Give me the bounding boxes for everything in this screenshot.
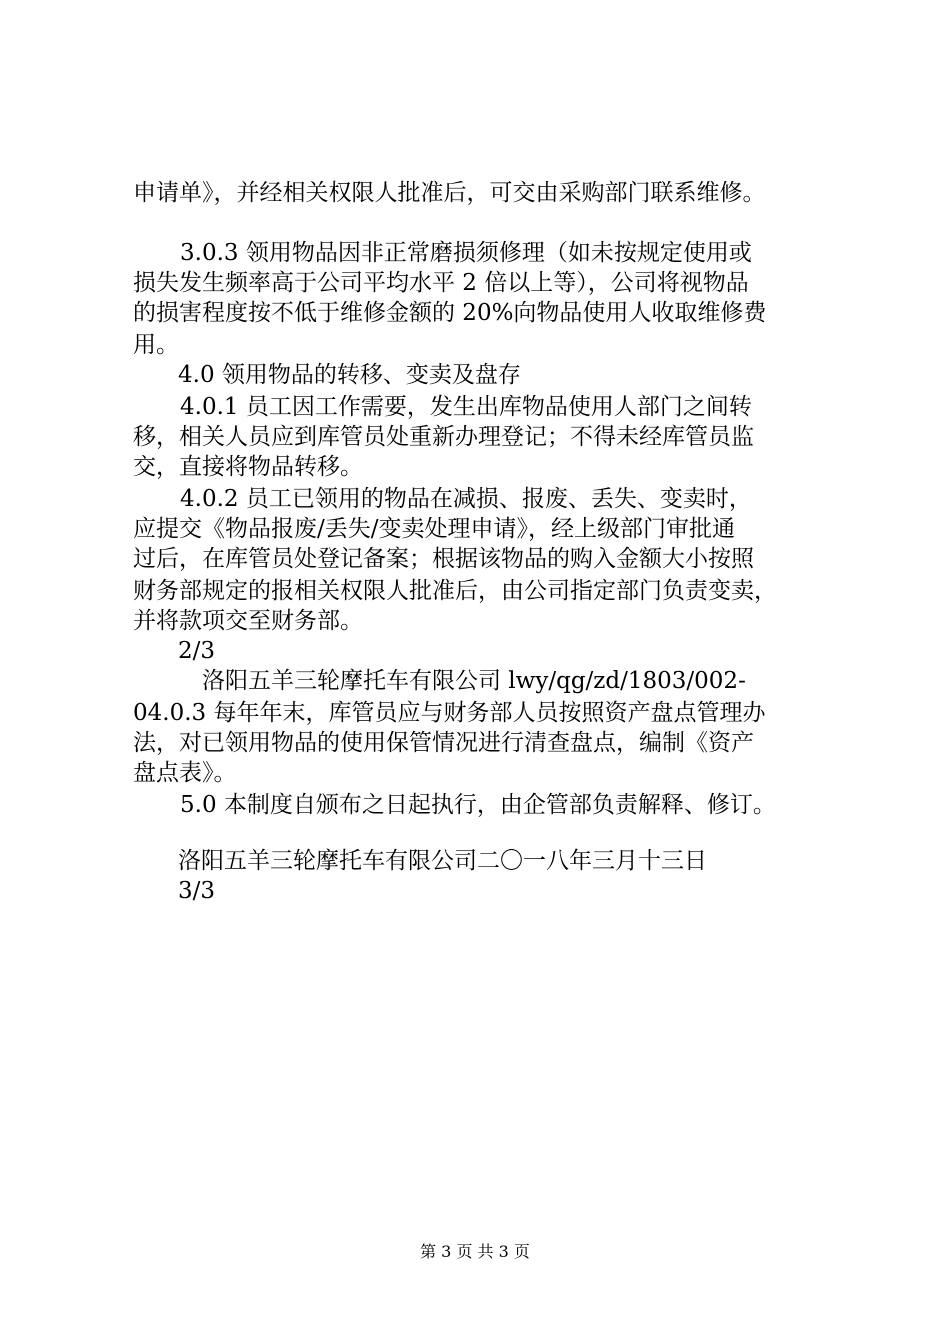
- text-line: 应提交《物品报废/丢失/变卖处理申请》，经上级部门审批通: [133, 516, 735, 542]
- text-line: 移，相关人员应到库管员处重新办理登记；不得未经库管员监: [133, 424, 754, 450]
- text-line: 的损害程度按不低于维修金额的 20%向物品使用人收取维修费: [133, 300, 767, 326]
- page-marker: 2/3: [178, 638, 216, 664]
- signature-line: 洛阳五羊三轮摩托车有限公司二〇一八年三月十三日: [178, 848, 707, 874]
- text-line: 5.0 本制度自颁布之日起执行，由企管部负责解释、修订。: [180, 792, 776, 818]
- page-marker: 3/3: [178, 878, 216, 904]
- text-line: 过后，在库管员处登记备案；根据该物品的购入金额大小按照: [133, 546, 754, 572]
- text-line: 用。: [133, 332, 179, 358]
- page-footer: 第 3 页 共 3 页: [420, 1242, 530, 1261]
- text-line: 4.0.2 员工已领用的物品在减损、报废、丢失、变卖时，: [180, 486, 752, 512]
- text-line: 法，对已领用物品的使用保管情况进行清查盘点，编制《资产: [133, 730, 754, 756]
- text-line: 04.0.3 每年年末，库管员应与财务部人员按照资产盘点管理办: [133, 700, 766, 726]
- section-heading: 4.0 领用物品的转移、变卖及盘存: [178, 362, 521, 388]
- text-line: 并将款项交至财务部。: [133, 608, 363, 634]
- text-line: 申请单》，并经相关权限人批准后，可交由采购部门联系维修。: [133, 180, 766, 206]
- text-line: 财务部规定的报相关权限人批准后，由公司指定部门负责变卖，: [133, 578, 777, 604]
- text-line: 4.0.1 员工因工作需要，发生出库物品使用人部门之间转: [180, 394, 752, 420]
- company-header: 洛阳五羊三轮摩托车有限公司 lwy/qg/zd/1803/002-: [202, 668, 746, 694]
- text-line: 3.0.3 领用物品因非正常磨损须修理（如未按规定使用或: [180, 240, 752, 266]
- text-line: 盘点表》。: [133, 760, 237, 786]
- text-line: 交，直接将物品转移。: [133, 454, 363, 480]
- text-line: 损失发生频率高于公司平均水平 2 倍以上等），公司将视物品: [133, 270, 749, 296]
